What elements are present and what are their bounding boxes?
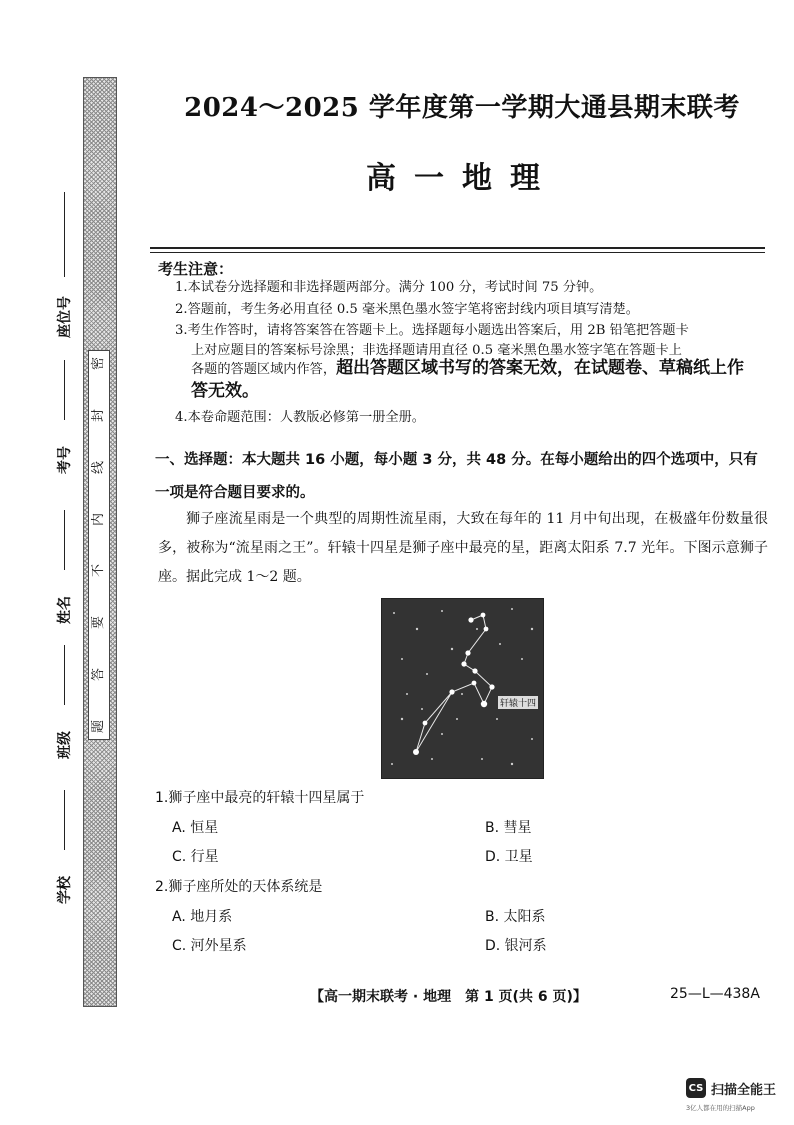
scanner-app-name: 扫描全能王 — [711, 1082, 777, 1098]
question-1-option-d[interactable]: D. 卫星 — [485, 849, 533, 865]
question-intro-passage: 狮子座流星雨是一个典型的周期性流星雨，大致在每年的 11 月中旬出现，在极盛年份数量很多，被称为“流星雨之王”。轩辕十四星是狮子座中最亮的星，距离太阳系 7.7 光年。下图示意狮子座。据此完成 1～2 题。 — [158, 511, 768, 585]
question-2-option-d[interactable]: D. 银河系 — [485, 938, 547, 954]
exam-number-label: 考号 — [57, 446, 73, 474]
question-2-stem: 2.狮子座所处的天体系统是 — [155, 879, 323, 895]
scanner-watermark — [686, 1078, 776, 1098]
notice-normal-text: 各题的答题区域内作答， — [191, 362, 337, 377]
leo-constellation-figure — [381, 598, 544, 779]
name-field[interactable] — [52, 510, 76, 624]
subject-title: 高一地理 — [366, 161, 558, 196]
seal-char: 不 — [91, 564, 107, 578]
scanner-tagline: 3亿人都在用的扫描App — [686, 1104, 755, 1112]
notice-item-3-cont3 — [191, 382, 783, 402]
scanner-logo-icon: CS — [686, 1078, 706, 1098]
page-footer: 【高一期末联考 · 地理 第 1 页(共 6 页)】 — [310, 989, 587, 1005]
question-1-option-a[interactable]: A. 恒星 — [172, 820, 219, 836]
seal-char: 答 — [91, 668, 107, 682]
seat-number-label: 座位号 — [57, 296, 73, 338]
seat-number-field[interactable] — [52, 192, 76, 338]
notice-item-4: 4.本卷命题范围：人教版必修第一册全册。 — [175, 410, 425, 425]
question-2-option-c[interactable]: C. 河外星系 — [172, 938, 247, 954]
constellation-lines — [416, 615, 492, 752]
seal-line-notice — [88, 350, 110, 740]
seal-char: 要 — [91, 616, 107, 630]
notice-item-1: 1.本试卷分选择题和非选择题两部分。满分 100 分，考试时间 75 分钟。 — [175, 280, 603, 295]
constellation-svg — [382, 599, 543, 778]
question-1-option-c[interactable]: C. 行星 — [172, 849, 219, 865]
seal-char: 题 — [91, 719, 107, 733]
name-label: 姓名 — [57, 596, 73, 624]
question-2-option-a[interactable]: A. 地月系 — [172, 909, 233, 925]
header-divider — [150, 247, 765, 249]
notice-title: 考生注意： — [158, 260, 234, 278]
header-divider-thin — [150, 252, 765, 253]
question-1-option-b[interactable]: B. 彗星 — [485, 820, 532, 836]
notice-item-3-cont: 上对应题目的答案标号涂黑；非选择题请用直径 0.5 毫米黑色墨水签字笔在答题卡上 — [191, 343, 682, 358]
seal-char: 内 — [91, 512, 107, 526]
school-field[interactable] — [52, 790, 76, 904]
exam-number-field[interactable] — [52, 360, 76, 474]
background-stars — [391, 608, 533, 765]
exam-code: 25—L—438A — [670, 986, 760, 1002]
notice-item-2: 2.答题前，考生务必用直径 0.5 毫米黑色墨水签字笔将密封线内项目填写清楚。 — [175, 302, 639, 317]
seal-char: 封 — [91, 408, 107, 422]
class-label: 班级 — [57, 731, 73, 759]
notice-item-3: 3.考生作答时，请将答案答在答题卡上。选择题每小题选出答案后，用 2B 铅笔把答题卡 — [175, 323, 689, 338]
seal-char: 线 — [91, 460, 107, 474]
notice-emphasis: 超出答题区域书写的答案无效，在试题卷、草稿纸上作 — [336, 358, 745, 378]
exam-title: 2024～2025 学年度第一学期大通县期末联考 — [184, 93, 740, 123]
notice-item-3-cont2 — [191, 359, 783, 379]
notice-emphasis-end: 答无效。 — [191, 381, 259, 401]
section-heading: 一、选择题：本大题共 16 小题，每小题 3 分，共 48 分。在每小题给出的四个选项中，只有一项是符合题目要求的。 — [155, 452, 758, 501]
class-field[interactable] — [52, 645, 76, 759]
question-1-stem: 1.狮子座中最亮的轩辕十四星属于 — [155, 790, 365, 806]
question-2-option-b[interactable]: B. 太阳系 — [485, 909, 546, 925]
seal-char: 密 — [91, 356, 107, 371]
regulus-label: 轩辕十四 — [499, 699, 537, 709]
school-label: 学校 — [57, 876, 73, 904]
